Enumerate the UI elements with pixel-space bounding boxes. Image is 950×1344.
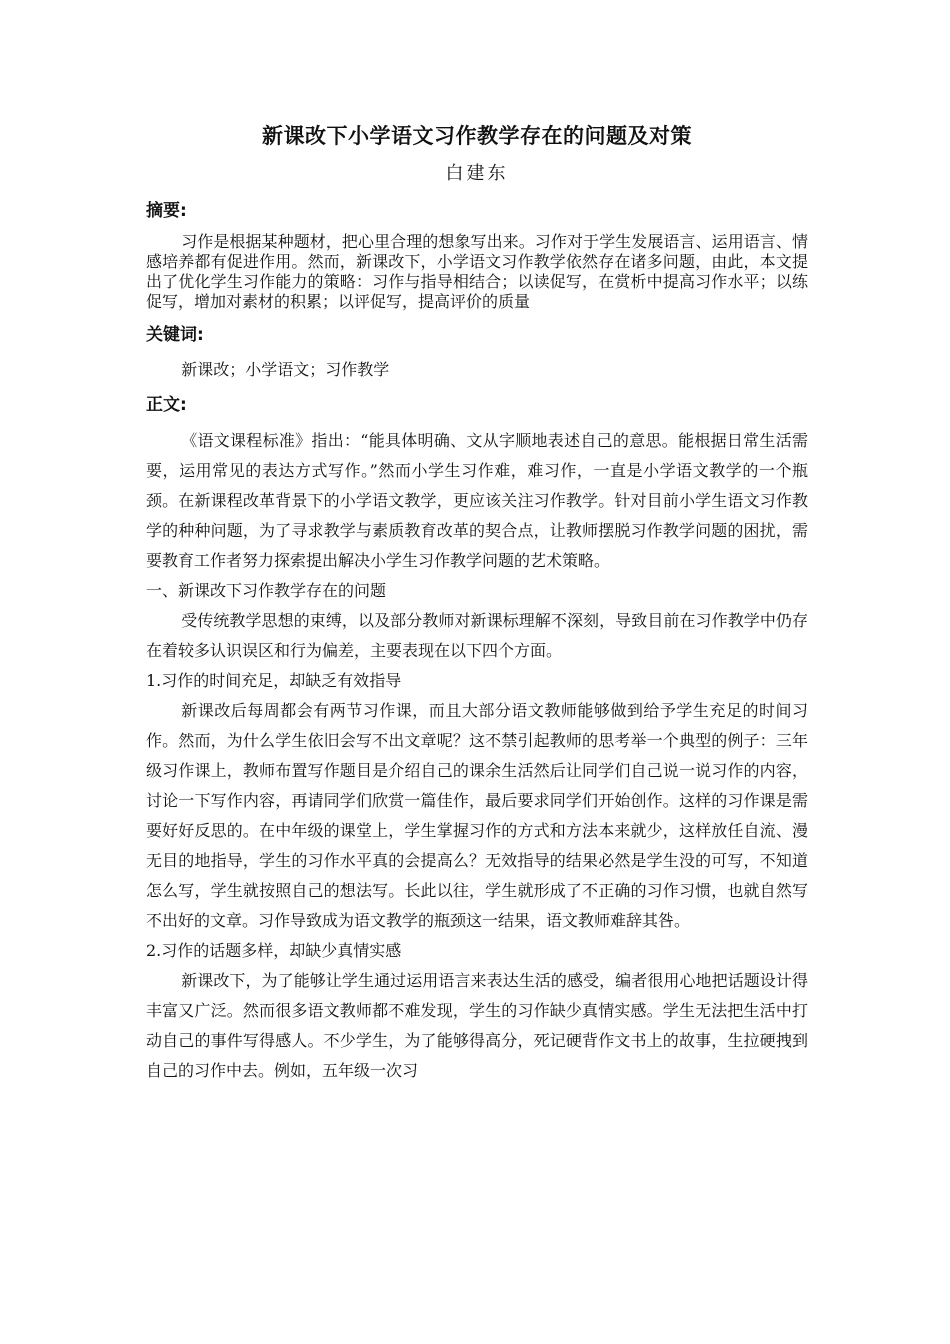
body-paragraph-1: 受传统教学思想的束缚，以及部分教师对新课标理解不深刻，导致目前在习作教学中仍存在着较多认识误区和行为偏差，主要表现在以下四个方面。 — [146, 611, 808, 660]
abstract-label: 摘要: — [146, 201, 187, 221]
keywords-text: 新课改；小学语文；习作教学 — [181, 360, 390, 379]
abstract-text: 习作是根据某种题材，把心里合理的想象写出来。习作对于学生发展语言、运用语言、情感培养都有促进作用。然而，新课改下，小学语文习作教学依然存在诸多问题，由此，本文提出了优化学生习作能力的策略：习作与指导相结合；以读促写，在赏析中提高习作水平；以练促写，增加对素材的积累；以评促写，提高评价的质量 — [146, 232, 808, 311]
section-heading-1: 一、新课改下习作教学存在的问题 — [146, 581, 387, 600]
body-label: 正文: — [146, 395, 187, 415]
keywords-label: 关键词: — [146, 325, 204, 345]
body-paragraph-intro: 《语文课程标准》指出：“能具体明确、文从字顺地表述自己的意思。能根据日常生活需要，运用常见的表达方式写作。”然而小学生习作难，难习作，一直是小学语文教学的一个瓶颈。在新课程改革背景下的小学语文教学，更应该关注习作教学。针对目前小学生语文习作教学的种种问题，为了寻求教学与素质教育改革的契合点，让教师摆脱习作教学问题的困扰，需要教育工作者努力探索提出解决小学生习作教学问题的艺术策略。 — [146, 431, 808, 570]
document-page — [146, 120, 808, 1086]
subsection-heading-1-1: 1.习作的时间充足，却缺乏有效指导 — [146, 671, 402, 690]
body-paragraph-1-2: 新课改下，为了能够让学生通过运用语言来表达生活的感受，编者很用心地把话题设计得丰富又广泛。然而很多语文教师都不难发现，学生的习作缺少真情实感。学生无法把生活中打动自己的事件写得感人。不少学生，为了能够得高分，死记硬背作文书上的故事，生拉硬拽到自己的习作中去。例如，五年级一次习 — [146, 971, 808, 1080]
body-paragraph-1-1: 新课改后每周都会有两节习作课，而且大部分语文教师能够做到给予学生充足的时间习作。然而，为什么学生依旧会写不出文章呢？这不禁引起教师的思考举一个典型的例子：三年级习作课上，教师布置写作题目是介绍自己的课余生活然后让同学们自己说一说习作的内容，讨论一下写作内容，再请同学们欣赏一篇佳作，最后要求同学们开始创作。这样的习作课是需要好好反思的。在中年级的课堂上，学生掌握习作的方式和方法本来就少，这样放任自流、漫无目的地指导，学生的习作水平真的会提高么？无效指导的结果必然是学生没的可写，不知道怎么写，学生就按照自己的想法写。长此以往，学生就形成了不正确的习作习惯，也就自然写不出好的文章。习作导致成为语文教学的瓶颈这一结果，语文教师难辞其咎。 — [146, 701, 808, 930]
document-author: 白建东 — [445, 163, 509, 184]
document-title: 新课改下小学语文习作教学存在的问题及对策 — [262, 124, 692, 148]
subsection-heading-1-2: 2.习作的话题多样，却缺少真情实感 — [146, 941, 402, 960]
